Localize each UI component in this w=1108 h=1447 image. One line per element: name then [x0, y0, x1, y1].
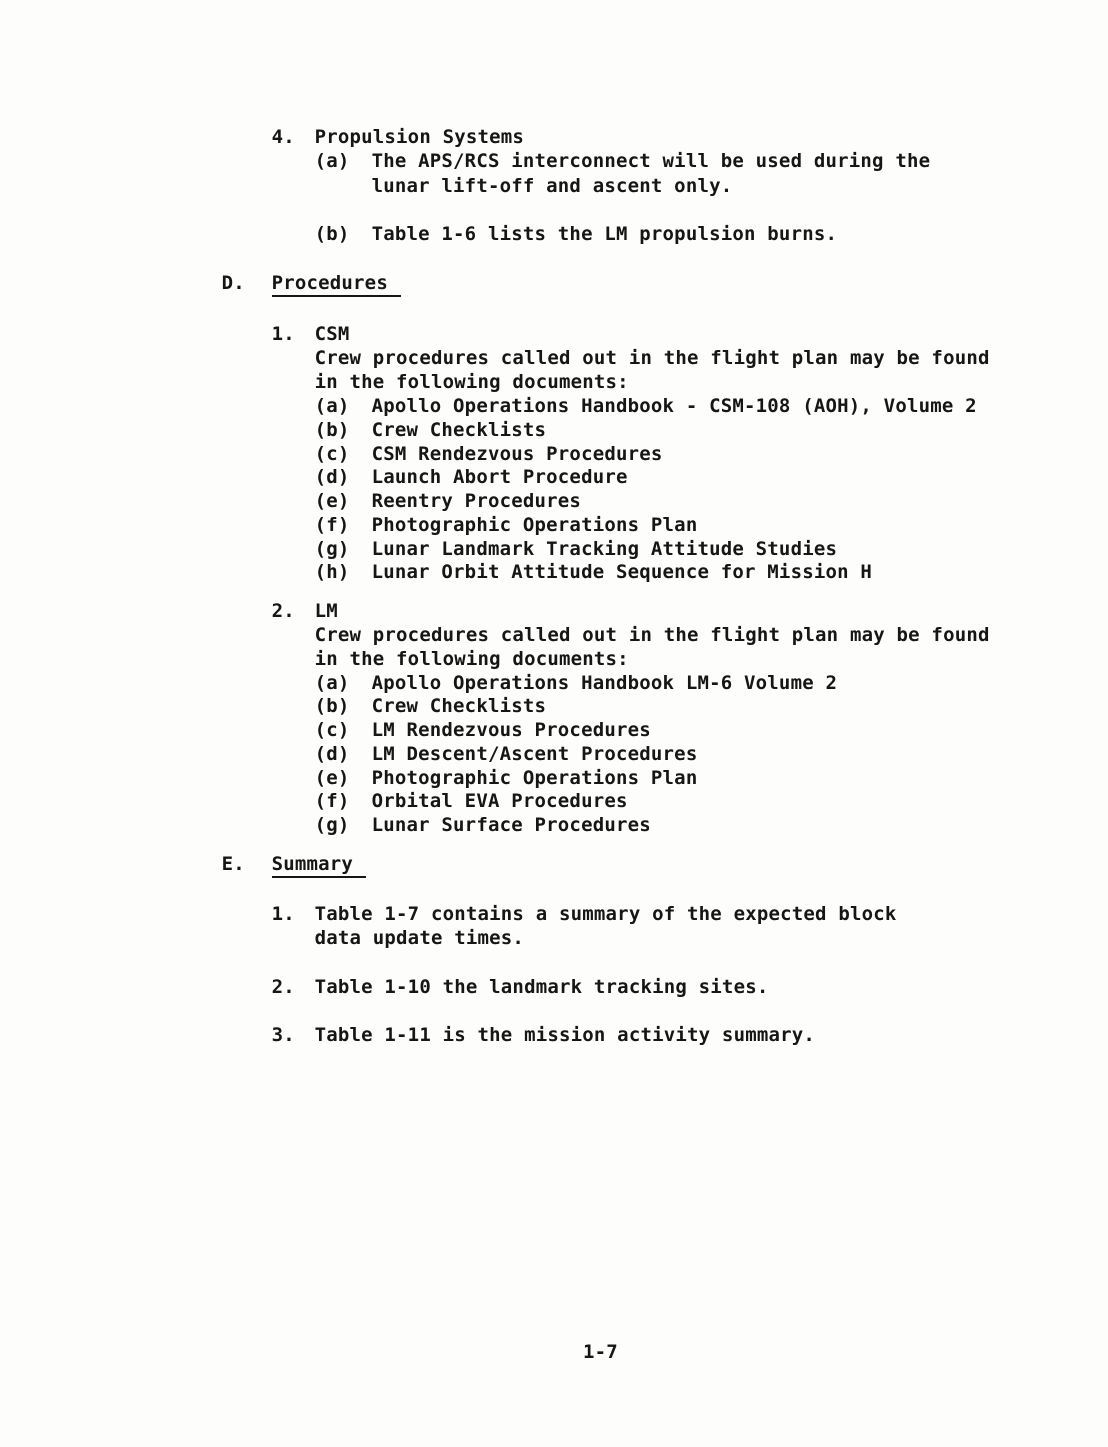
item-4b-text: Table 1-6 lists the LM propulsion burns. [371, 222, 838, 245]
section-d-title: Procedures [272, 272, 401, 297]
subitem-text: CSM Rendezvous Procedures [371, 442, 663, 465]
subitem-marker: (e) [314, 766, 350, 789]
subitem-marker: (c) [314, 718, 350, 741]
subitem-marker: (b) [314, 694, 350, 717]
summary-item-number: 1. [271, 902, 295, 925]
subitem-text: Reentry Procedures [371, 489, 582, 512]
csm-number: 1. [271, 322, 295, 345]
subitem-text: Launch Abort Procedure [371, 465, 628, 488]
subitem-text: Apollo Operations Handbook LM-6 Volume 2 [371, 671, 838, 694]
subitem-marker: (f) [314, 513, 350, 536]
item-4a-text: The APS/RCS interconnect will be used during the [371, 149, 931, 172]
summary-item-continuation: data update times. [314, 926, 525, 949]
subitem-marker: (f) [314, 789, 350, 812]
page-number: 1-7 [583, 1341, 618, 1363]
lm-intro-text2: in the following documents: [314, 647, 629, 670]
subitem-text: Photographic Operations Plan [371, 513, 698, 536]
subitem-marker: (e) [314, 489, 350, 512]
item-4b-marker: (b) [314, 222, 350, 245]
summary-item-text: Table 1-7 contains a summary of the expected block [314, 902, 897, 925]
item-4-number: 4. [271, 125, 295, 148]
summary-item-number: 3. [271, 1023, 295, 1046]
subitem-text: Apollo Operations Handbook - CSM-108 (AOH), Volume 2 [371, 394, 977, 417]
csm-intro-text1: Crew procedures called out in the flight plan may be found [314, 346, 990, 369]
item-4-title: Propulsion Systems [314, 125, 525, 148]
section-d-letter: D. [221, 271, 245, 294]
csm-intro-text2: in the following documents: [314, 370, 629, 393]
subitem-marker: (h) [314, 560, 350, 583]
subitem-marker: (a) [314, 671, 350, 694]
subitem-text: Lunar Orbit Attitude Sequence for Mission H [371, 560, 873, 583]
subitem-text: Crew Checklists [371, 694, 547, 717]
subitem-text: LM Descent/Ascent Procedures [371, 742, 698, 765]
summary-item-number: 2. [271, 975, 295, 998]
summary-item-text: Table 1-10 the landmark tracking sites. [314, 975, 769, 998]
subitem-text: Photographic Operations Plan [371, 766, 698, 789]
subitem-marker: (g) [314, 813, 350, 836]
section-e-letter: E. [221, 852, 245, 875]
summary-item-3 [225, 998, 815, 1072]
section-e-title: Summary [272, 853, 366, 878]
subitem-marker: (c) [314, 442, 350, 465]
item-4a-marker: (a) [314, 149, 350, 172]
subitem-marker: (b) [314, 418, 350, 441]
lm-title: LM [314, 599, 338, 622]
subitem-text: Lunar Surface Procedures [371, 813, 651, 836]
subitem-marker: (d) [314, 465, 350, 488]
subitem-text: Crew Checklists [371, 418, 547, 441]
lm-intro-text1: Crew procedures called out in the flight plan may be found [314, 623, 990, 646]
lm-number: 2. [271, 599, 295, 622]
subitem-marker: (g) [314, 537, 350, 560]
subitem-text: Lunar Landmark Tracking Attitude Studies [371, 537, 838, 560]
subitem-text: Orbital EVA Procedures [371, 789, 628, 812]
summary-item-text: Table 1-11 is the mission activity summary. [314, 1023, 816, 1046]
subitem-marker: (a) [314, 394, 350, 417]
subitem-marker: (d) [314, 742, 350, 765]
item-4a-continuation: lunar lift-off and ascent only. [371, 174, 733, 197]
csm-title: CSM [314, 322, 350, 345]
subitem-text: LM Rendezvous Procedures [371, 718, 651, 741]
